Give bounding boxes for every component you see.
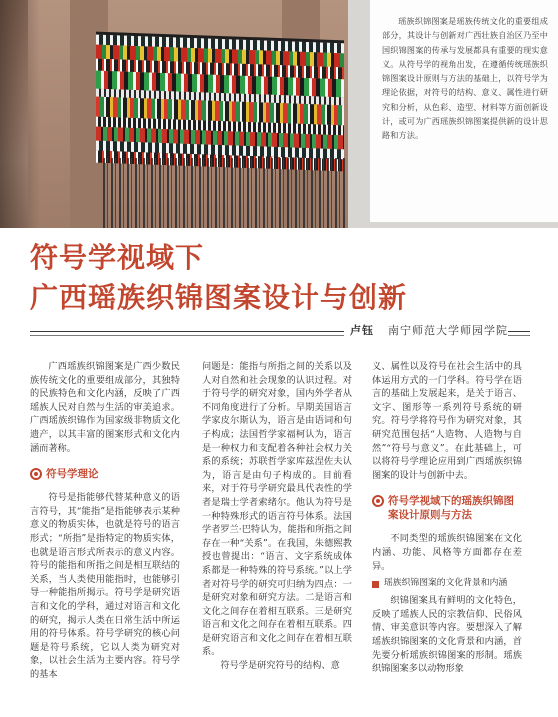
article-title xyxy=(30,238,530,318)
column-3 xyxy=(372,360,522,676)
section-heading xyxy=(372,494,522,522)
abstract-box xyxy=(370,0,558,222)
section-heading-text: 符号学视域下的瑶族织锦图案设计原则与方法 xyxy=(388,495,514,522)
column-2 xyxy=(202,360,352,673)
photo-shadow xyxy=(0,0,40,228)
author-bar xyxy=(30,320,530,344)
body-paragraph: 符号学是研究符号的结构、意 xyxy=(220,660,340,672)
title-line-2: 广西瑶族织锦图案设计与创新 xyxy=(30,281,408,314)
square-bullet-icon xyxy=(372,581,379,588)
section-heading-text: 符号学理论 xyxy=(46,468,99,481)
section-heading xyxy=(30,467,180,481)
byline xyxy=(344,322,508,338)
subsection-heading xyxy=(372,577,522,590)
brocade-pattern xyxy=(96,32,344,161)
section-bullet-icon xyxy=(372,495,384,507)
abstract-text: 瑶族织锦图案是瑶族传统文化的重要组成部分，其设计与创新对广西壮族自治区乃至中国织锦图案的传承与发展都具有重要的现实意义。从符号学的视角出发，在遵循传统瑶族织锦图案设计原则与方法的基础上，以符号学为理论依据，对符号的结构、意义、属性进行研究和分析，从色彩、造型、材料等方面创新设计，或可为广西瑶族织锦图案提供新的设计思路和方法。 xyxy=(382,16,548,141)
title-line-1: 符号学视域下 xyxy=(30,241,205,274)
body-paragraph: 义、属性以及符号在社会生活中的具体运用方式的一门学科。符号学在语言的基础上发展起来，是关于语言、文字、图形等一系列符号系统的研究。符号学将符号作为研究对象，其研究范围包括“人造物、人造物与自然”“符号与意义”。在此基础上，可以将符号学理论应用到广西瑶族织锦图案的设计与创新中去。 xyxy=(372,361,522,481)
subsection-heading-text: 瑶族织锦图案的文化背景和内涵 xyxy=(384,578,508,589)
body-paragraph: 符号是指能够代替某种意义的语言符号，其“能指”是指能够表示某种意义的物质实体，也就是符号的语言形式；“所指”是指特定的物质实体，也就是语言形式所表示的意义内容。符号的能指和所指之间是相互联结的关系，当人类使用能指时，也能够引导一种能指所揭示。符号学是研究语言和文化的学科，通过对语言和文化的研究，揭示人类在日常生活中所运用的符号体系。符号学研究的核心问题是符号系统，它以人类为研究对象，以社会生活为主要内容。符号学的基本 xyxy=(30,492,180,680)
column-1 xyxy=(30,360,180,681)
section-bullet-icon xyxy=(30,468,42,480)
body-paragraph: 问题是：能指与所指之间的关系以及人对自然和社会现象的认识过程。对于符号学的研究对象，国内外学者从不同角度进行了分析。早期美国语言学家皮尔斯认为，语言是由语词和句子构成；法国哲学家福柯认为，语言是一种权力和支配着各种社会权力关系的系统；苏联哲学家库兹涅佐夫认为，语言是由句子构成的。目前看来，对于符号学研究最具代表性的学者是瑞士学者索绪尔。他认为符号是一种特殊形式的语言符号体系。法国学者罗兰·巴特认为，能指和所指之间存在一种“关系”。在我国，朱德熙教授也曾提出：“语言、文字系统成体系都是一种特殊的符号系统。”以上学者对符号学的研究可归纳为四点：一是研究对象和研究方法。二是语言和文化之间存在着相互联系。三是研究语言和文化之间存在着相互联系。四是研究语言和文化之间存在着相互联系。 xyxy=(202,361,352,658)
body-paragraph: 不同类型的瑶族织锦图案在文化内涵、功能、风格等方面都存在差异。 xyxy=(372,533,522,572)
brocade-fringe xyxy=(100,158,346,228)
body-paragraph: 织锦图案具有鲜明的文化特色，反映了瑶族人民的宗教信仰、民俗风情、审美意识等内容。要想深入了解瑶族织锦图案的文化背景和内涵，首先要分析瑶族织锦图案的形制。瑶族织锦图案多以动物形象 xyxy=(372,595,522,675)
author-name: 卢钰 xyxy=(350,324,374,337)
author-affiliation: 南宁师范大学师园学院 xyxy=(388,324,508,337)
intro-paragraph: 广西瑶族织锦图案是广西少数民族传统文化的重要组成部分，其独特的民族特色和文化内涵，反映了广西瑶族人民对自然与生活的审美追求。广西瑶族织锦作为国家级非物质文化遗产，以其丰富的图案形式和文化内涵而著称。 xyxy=(30,361,180,454)
